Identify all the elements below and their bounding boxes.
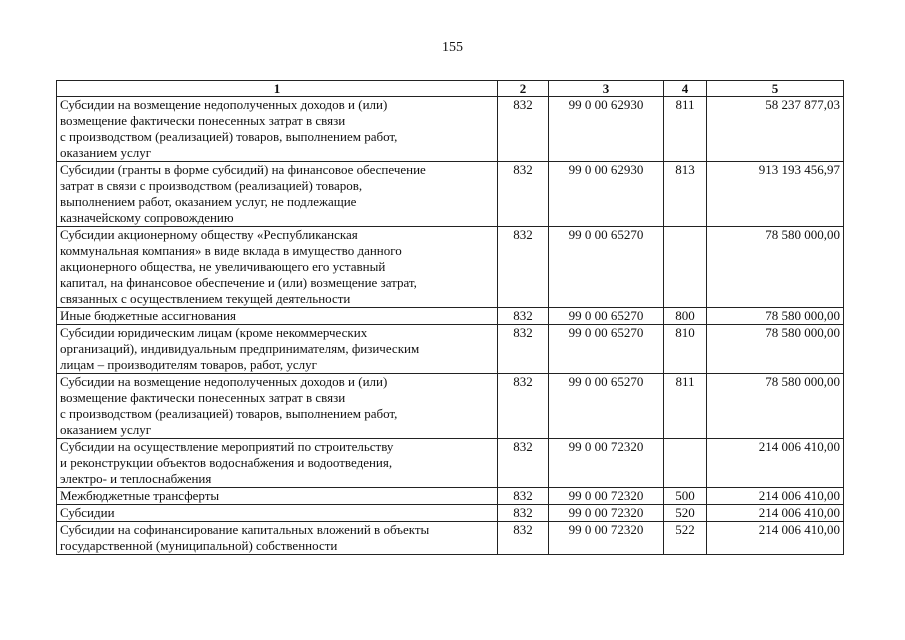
row-name-cell: Субсидии (гранты в форме субсидий) на финансовое обеспечение затрат в связи с производством (реализацией) товаров, выполнением работ, оказанием услуг, не подлежащие казначейскому сопровождению [57,162,498,227]
row-name-cell: Субсидии юридическим лицам (кроме некоммерческих организаций), индивидуальным предпринимателям, физическим лицам – производителям товаров, работ, услуг [57,325,498,374]
row-name-cell: Субсидии [57,505,498,522]
row-code-cell: 832 [498,505,549,522]
row-code-cell: 832 [498,97,549,162]
row-amount-cell: 214 006 410,00 [707,505,844,522]
table-row [57,162,844,227]
row-amount-cell: 78 580 000,00 [707,308,844,325]
row-amount-cell: 78 580 000,00 [707,374,844,439]
table-row [57,308,844,325]
row-type-cell: 520 [664,505,707,522]
row-name-cell: Субсидии на софинансирование капитальных вложений в объекты государственной (муниципальной) собственности [57,522,498,555]
row-code-cell: 832 [498,522,549,555]
row-code-cell: 832 [498,325,549,374]
column-header-5: 5 [707,81,844,97]
row-code-cell: 832 [498,374,549,439]
row-type-cell: 800 [664,308,707,325]
table-header-row [57,81,844,97]
row-type-cell: 522 [664,522,707,555]
row-article-cell: 99 0 00 72320 [549,488,664,505]
row-name-cell: Субсидии акционерному обществу «Республиканская коммунальная компания» в виде вклада в имущество данного акционерного общества, не увеличивающего его уставный капитал, на финансовое обеспечение и (или) возмещение затрат, связанных с осуществлением текущей деятельности [57,227,498,308]
table-row [57,97,844,162]
row-article-cell: 99 0 00 65270 [549,308,664,325]
row-amount-cell: 78 580 000,00 [707,227,844,308]
table-row [57,325,844,374]
row-type-cell: 811 [664,97,707,162]
row-amount-cell: 78 580 000,00 [707,325,844,374]
row-amount-cell: 214 006 410,00 [707,439,844,488]
table-row [57,227,844,308]
page-number: 155 [442,40,463,55]
row-article-cell: 99 0 00 65270 [549,374,664,439]
column-header-1: 1 [57,81,498,97]
row-type-cell [664,227,707,308]
column-header-3: 3 [549,81,664,97]
row-type-cell: 813 [664,162,707,227]
row-code-cell: 832 [498,227,549,308]
row-amount-cell: 58 237 877,03 [707,97,844,162]
table-row [57,505,844,522]
row-type-cell: 500 [664,488,707,505]
row-article-cell: 99 0 00 65270 [549,227,664,308]
row-type-cell: 811 [664,374,707,439]
row-article-cell: 99 0 00 62930 [549,97,664,162]
table-row [57,439,844,488]
row-article-cell: 99 0 00 72320 [549,522,664,555]
row-article-cell: 99 0 00 62930 [549,162,664,227]
row-amount-cell: 913 193 456,97 [707,162,844,227]
row-code-cell: 832 [498,439,549,488]
row-name-cell: Иные бюджетные ассигнования [57,308,498,325]
row-type-cell: 810 [664,325,707,374]
table-row [57,488,844,505]
row-code-cell: 832 [498,488,549,505]
row-type-cell [664,439,707,488]
row-code-cell: 832 [498,308,549,325]
table-row [57,522,844,555]
table-row [57,374,844,439]
column-header-4: 4 [664,81,707,97]
row-name-cell: Субсидии на возмещение недополученных доходов и (или) возмещение фактически понесенных затрат в связи с производством (реализацией) товаров, выполнением работ, оказанием услуг [57,97,498,162]
row-article-cell: 99 0 00 65270 [549,325,664,374]
row-article-cell: 99 0 00 72320 [549,439,664,488]
row-name-cell: Субсидии на возмещение недополученных доходов и (или) возмещение фактически понесенных затрат в связи с производством (реализацией) товаров, выполнением работ, оказанием услуг [57,374,498,439]
row-amount-cell: 214 006 410,00 [707,522,844,555]
row-article-cell: 99 0 00 72320 [549,505,664,522]
row-code-cell: 832 [498,162,549,227]
row-name-cell: Субсидии на осуществление мероприятий по строительству и реконструкции объектов водоснабжения и водоотведения, электро- и теплоснабжения [57,439,498,488]
budget-table [56,80,844,555]
column-header-2: 2 [498,81,549,97]
row-amount-cell: 214 006 410,00 [707,488,844,505]
row-name-cell: Межбюджетные трансферты [57,488,498,505]
